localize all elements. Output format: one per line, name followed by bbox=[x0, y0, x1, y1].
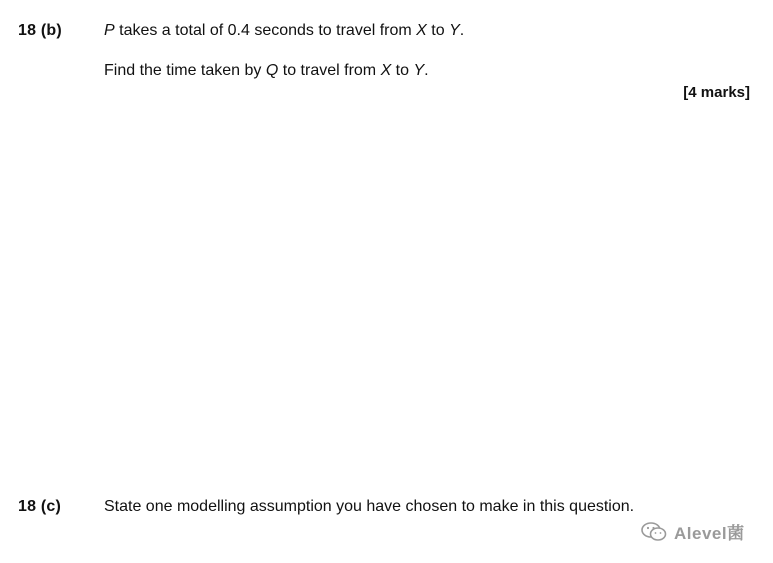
question-18b-task: Find the time taken by Q to travel from X to Y. bbox=[104, 62, 429, 79]
variable-x: X bbox=[380, 62, 392, 79]
marks-label-18b: [4 marks] bbox=[683, 84, 750, 101]
variable-x: X bbox=[416, 22, 427, 39]
variable-y: Y bbox=[449, 22, 460, 39]
variable-y: Y bbox=[413, 62, 425, 79]
variable-p: P bbox=[104, 22, 115, 39]
question-number-18b: 18 (b) bbox=[18, 22, 62, 39]
question-18b-statement: P takes a total of 0.4 seconds to travel from X to Y. bbox=[104, 22, 465, 39]
watermark bbox=[640, 519, 745, 544]
question-number-18c: 18 (c) bbox=[18, 498, 61, 515]
variable-q: Q bbox=[265, 62, 279, 79]
question-18c-statement: State one modelling assumption you have chosen to make in this question. bbox=[104, 498, 635, 515]
wechat-icon bbox=[640, 521, 668, 543]
watermark-text: Alevel菌 bbox=[674, 524, 745, 543]
